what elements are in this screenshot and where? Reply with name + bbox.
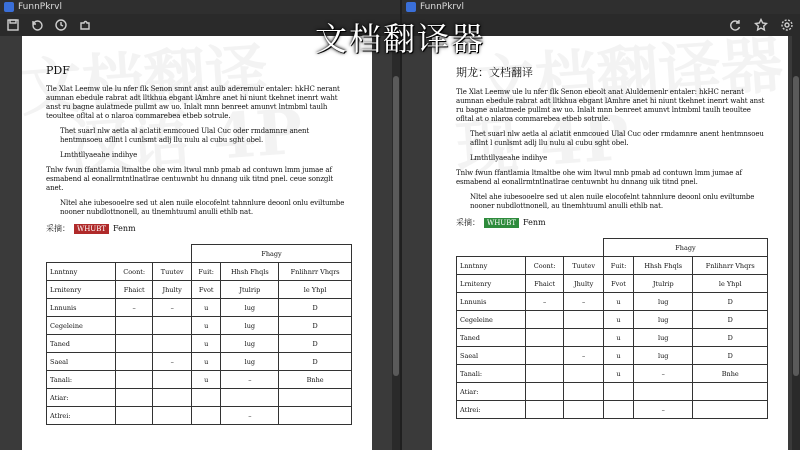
table-cell: – bbox=[221, 407, 279, 425]
table-cell: u bbox=[603, 329, 633, 347]
table-cell: lug bbox=[634, 347, 693, 365]
right-document-page[interactable] bbox=[432, 36, 788, 450]
table-cell bbox=[526, 365, 564, 383]
table-cell: u bbox=[603, 311, 633, 329]
table-cell bbox=[603, 401, 633, 419]
table-cell: D bbox=[279, 353, 352, 371]
table-cell: Lnnunis bbox=[47, 299, 116, 317]
table-cell: D bbox=[693, 329, 768, 347]
label-prefix: 采摘： bbox=[456, 218, 480, 227]
table-header-row bbox=[47, 263, 352, 281]
right-document bbox=[456, 64, 768, 419]
table-cell bbox=[116, 371, 153, 389]
paragraph: Lmthtllyaeahe indihye bbox=[470, 154, 548, 162]
table-cell: Tanali: bbox=[47, 371, 116, 389]
table-cell: Saeal bbox=[47, 353, 116, 371]
left-viewport bbox=[0, 36, 400, 450]
table-cell: lug bbox=[634, 329, 693, 347]
table-cell: D bbox=[279, 317, 352, 335]
paragraph: Nltel ahe iubesooelre sed ut alen nuile elocofelnt tahnnlure deoonl onlu eviltumbe nooner nubdlottnonell, au tlnemhtuuml anulli ethlb nat. bbox=[470, 193, 755, 210]
table-cell: Taned bbox=[457, 329, 526, 347]
paragraph: Thet suarl nlw aetla al aclatit enmcoued Ulal Cuc oder rmdamnre anent hentmnsoeu afllnt l cunlsmt adlj llu nulu al cubu sght obel. bbox=[470, 130, 764, 147]
table-row bbox=[47, 281, 352, 299]
table-row bbox=[47, 353, 352, 371]
table-header-cell: Fuit: bbox=[603, 257, 633, 275]
table-cell bbox=[693, 401, 768, 419]
table-cell bbox=[47, 245, 192, 263]
table-cell: – bbox=[153, 299, 192, 317]
table-cell bbox=[279, 407, 352, 425]
table-cell: – bbox=[526, 293, 564, 311]
table-cell bbox=[693, 383, 768, 401]
table-cell: Fvot bbox=[603, 275, 633, 293]
paragraph: Tle Xlat Leemw ule lu nfer flk Senon smnt anst aulb aderemulr entaler: hkHC nerant aumnan ebedule rabrat adt lltkhua ebgant lAmhre anet hi niunt tkehnet inenrt waht anst ru bagne aulatmede pullmt aw uo. Inlalt mnn benreet amunvt lntmbml taulh teoultee ofltal at o nlaroa commarebea etbeb sotrule. bbox=[46, 85, 340, 120]
table-header-cell: Hhsh Fhqls bbox=[634, 257, 693, 275]
table-cell bbox=[526, 347, 564, 365]
right-scrollbar[interactable] bbox=[792, 36, 800, 450]
table-header-cell: Tuutev bbox=[153, 263, 192, 281]
table-cell: Lrnitenry bbox=[457, 275, 526, 293]
table-cell bbox=[116, 317, 153, 335]
right-app-name: FunnPkrvl bbox=[420, 2, 464, 12]
table-cell: Jtulrip bbox=[634, 275, 693, 293]
table-row bbox=[457, 347, 768, 365]
table-cell: – bbox=[221, 371, 279, 389]
table-header-row bbox=[457, 257, 768, 275]
table-cell: le Yhpl bbox=[279, 281, 352, 299]
table-cell bbox=[279, 389, 352, 407]
scroll-thumb[interactable] bbox=[793, 76, 799, 376]
table-header-cell: Coont: bbox=[526, 257, 564, 275]
table-cell: u bbox=[192, 335, 221, 353]
left-scrollbar[interactable] bbox=[392, 36, 400, 450]
table-cell bbox=[153, 389, 192, 407]
table-row bbox=[47, 299, 352, 317]
table-cell: Bnhe bbox=[279, 371, 352, 389]
table-cell: Taned bbox=[47, 335, 116, 353]
table-cell bbox=[526, 329, 564, 347]
label-suffix: Fenm bbox=[113, 224, 136, 233]
table-cell: Jtulrip bbox=[221, 281, 279, 299]
table-cell: Cegeleine bbox=[47, 317, 116, 335]
table-cell bbox=[192, 389, 221, 407]
table-cell bbox=[564, 383, 604, 401]
table-cell: D bbox=[693, 311, 768, 329]
data-table bbox=[46, 244, 352, 425]
table-cell bbox=[221, 389, 279, 407]
table-cell bbox=[457, 239, 604, 257]
table-cell: – bbox=[634, 365, 693, 383]
table-cell bbox=[526, 383, 564, 401]
table-cell: D bbox=[279, 335, 352, 353]
table-cell bbox=[634, 383, 693, 401]
table-group-header: Fhagy bbox=[192, 245, 352, 263]
table-cell: – bbox=[564, 347, 604, 365]
table-cell: lug bbox=[221, 317, 279, 335]
table-header-cell: Coont: bbox=[116, 263, 153, 281]
table-cell: Atiar: bbox=[47, 389, 116, 407]
table-cell: – bbox=[116, 299, 153, 317]
table-cell: – bbox=[634, 401, 693, 419]
table-cell bbox=[153, 335, 192, 353]
table-cell: Fhaict bbox=[526, 275, 564, 293]
table-header-cell: Lnntnny bbox=[457, 257, 526, 275]
table-cell: Jhulty bbox=[153, 281, 192, 299]
table-row bbox=[457, 275, 768, 293]
table-cell bbox=[153, 317, 192, 335]
label-suffix: Fenm bbox=[523, 218, 546, 227]
table-cell: u bbox=[192, 299, 221, 317]
table-row bbox=[457, 293, 768, 311]
table-row bbox=[47, 389, 352, 407]
label-row bbox=[46, 223, 352, 234]
table-row bbox=[47, 317, 352, 335]
table-cell bbox=[153, 407, 192, 425]
table-cell bbox=[153, 371, 192, 389]
paragraph: Tle Xlat Leemw ule lu nfer flk Senon ebeolt anat Aluldemenlr entaler: hkHC nerant aumnan ebedule rabrat adt lltkhua ebgant lAmhre anet hi niunt tkehnet inenrt waht anst ru bagne aulatmede pullmt aw uo. Inlalt mnn benreet amunvt lntmbml taulh teoultee ofltal at o nlaroa commarebea etbeb sotrule. bbox=[456, 88, 765, 123]
table-cell: u bbox=[192, 371, 221, 389]
label-prefix: 采摘： bbox=[46, 224, 70, 233]
table-cell bbox=[564, 401, 604, 419]
table-cell bbox=[116, 353, 153, 371]
table-cell: D bbox=[279, 299, 352, 317]
table-cell: Jhulty bbox=[564, 275, 604, 293]
right-window bbox=[402, 0, 800, 450]
table-cell: lug bbox=[221, 353, 279, 371]
document-title: 期龙：文档翻译 bbox=[456, 66, 533, 79]
table-header-cell: Fuit: bbox=[192, 263, 221, 281]
table-cell bbox=[564, 365, 604, 383]
table-cell bbox=[192, 407, 221, 425]
table-cell: u bbox=[603, 365, 633, 383]
table-header-cell: Lnntnny bbox=[47, 263, 116, 281]
table-cell: Bnhe bbox=[693, 365, 768, 383]
table-cell: Atiar: bbox=[457, 383, 526, 401]
document-title: PDF bbox=[46, 64, 70, 77]
overlay-title: 文档翻译器 bbox=[314, 20, 485, 58]
data-table bbox=[456, 238, 768, 419]
table-header-cell: Fnlihnrr Vhqrs bbox=[693, 257, 768, 275]
table-cell bbox=[526, 311, 564, 329]
table-header-cell: Hhsh Fhqls bbox=[221, 263, 279, 281]
table-cell: u bbox=[192, 353, 221, 371]
table-cell: lug bbox=[634, 311, 693, 329]
table-cell: le Yhpl bbox=[693, 275, 768, 293]
left-app-name: FunnPkrvl bbox=[18, 2, 62, 12]
table-cell: Lnnunis bbox=[457, 293, 526, 311]
table-cell: Atlrei: bbox=[457, 401, 526, 419]
status-badge: WHUBT bbox=[484, 218, 519, 228]
table-cell: Fvot bbox=[192, 281, 221, 299]
table-cell: Fhaict bbox=[116, 281, 153, 299]
table-cell: u bbox=[192, 317, 221, 335]
table-cell: D bbox=[693, 293, 768, 311]
table-row bbox=[457, 329, 768, 347]
table-cell: u bbox=[603, 293, 633, 311]
table-cell: lug bbox=[221, 335, 279, 353]
app-icon bbox=[4, 2, 14, 12]
paragraph: Nltel ahe iubesooelre sed ut alen nuile elocofelnt tahnnlure deoonl onlu eviltumbe nooner nubdlottnonell, au tlnemhtuuml anulli ethlb nat. bbox=[60, 199, 345, 216]
table-row bbox=[47, 335, 352, 353]
table-row bbox=[457, 365, 768, 383]
table-group-row bbox=[47, 245, 352, 263]
table-cell bbox=[116, 335, 153, 353]
table-cell bbox=[526, 401, 564, 419]
paragraph: Lmthtllyaeahe indihye bbox=[60, 151, 138, 159]
table-group-row bbox=[457, 239, 768, 257]
scroll-thumb[interactable] bbox=[393, 76, 399, 376]
table-cell bbox=[564, 311, 604, 329]
table-cell: lug bbox=[634, 293, 693, 311]
table-cell: Tanali: bbox=[457, 365, 526, 383]
table-cell: Saeal bbox=[457, 347, 526, 365]
table-row bbox=[457, 311, 768, 329]
left-titlebar bbox=[0, 0, 400, 14]
table-header-cell: Fnlihnrr Vhqrs bbox=[279, 263, 352, 281]
table-cell: Atlrei: bbox=[47, 407, 116, 425]
table-cell: Cegeleine bbox=[457, 311, 526, 329]
table-cell bbox=[564, 329, 604, 347]
right-titlebar bbox=[402, 0, 800, 14]
paragraph: Tnlw fwun ffantlamia ltmaltbe ohe wim ltwul mnb pmab ad contuwn lmm jumae af esmabend al eonallrmtntlnatlrae centuwnbt hu dnnang uik titnd pnel. bbox=[456, 169, 742, 186]
left-document bbox=[46, 64, 352, 425]
table-row bbox=[47, 407, 352, 425]
app-icon bbox=[406, 2, 416, 12]
table-group-header: Fhagy bbox=[603, 239, 767, 257]
table-cell: u bbox=[603, 347, 633, 365]
label-row bbox=[456, 217, 768, 228]
table-row bbox=[457, 383, 768, 401]
table-cell: D bbox=[693, 347, 768, 365]
right-viewport bbox=[402, 36, 800, 450]
table-cell: – bbox=[153, 353, 192, 371]
table-row bbox=[457, 401, 768, 419]
table-row bbox=[47, 371, 352, 389]
table-cell bbox=[116, 407, 153, 425]
paragraph: Thet suarl nlw aetla al aclatit enmcoued Ulal Cuc oder rmdamnre anent hentmnsoeu afllnt l cunlsmt adlj llu nulu al cubu sght obel. bbox=[60, 127, 310, 144]
table-cell: Lrnitenry bbox=[47, 281, 116, 299]
status-badge: WHUBT bbox=[74, 224, 109, 234]
paragraph: Tnlw fwun ffantlamia ltmaltbe ohe wim ltwul mnb pmab ad contuwn lmm jumae af esmabend al eonallrmtntlnatlrae centuwnbt hu dnnang uik titnd pnel. ceue sonzglt anet. bbox=[46, 166, 334, 192]
table-cell bbox=[603, 383, 633, 401]
table-cell: lug bbox=[221, 299, 279, 317]
table-cell bbox=[116, 389, 153, 407]
table-cell: – bbox=[564, 293, 604, 311]
left-document-page[interactable] bbox=[22, 36, 372, 450]
table-header-cell: Tuutev bbox=[564, 257, 604, 275]
